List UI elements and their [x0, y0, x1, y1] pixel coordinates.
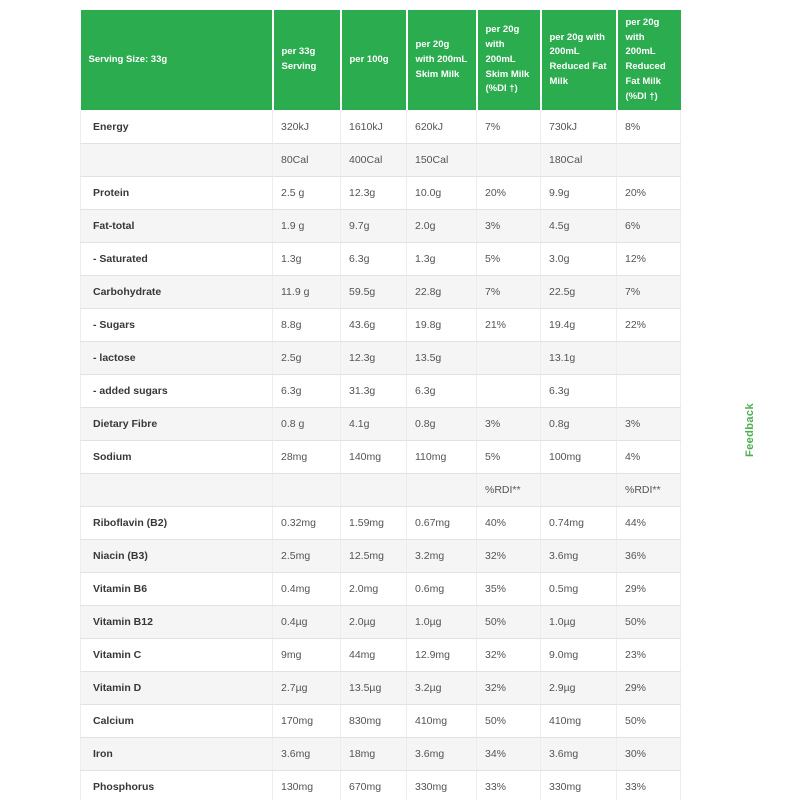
row-value: 2.5 g	[273, 176, 341, 209]
row-value: 670mg	[341, 770, 407, 800]
row-value: 730kJ	[541, 110, 617, 143]
table-row	[81, 671, 681, 704]
table-row	[81, 110, 681, 143]
row-value: 1.9 g	[273, 209, 341, 242]
row-value: 9mg	[273, 638, 341, 671]
header-per-33g: per 33g Serving	[273, 10, 341, 110]
row-value: 36%	[617, 539, 681, 572]
row-value	[617, 374, 681, 407]
row-value: 3.6mg	[273, 737, 341, 770]
row-value: 6.3g	[273, 374, 341, 407]
row-value: 6%	[617, 209, 681, 242]
table-row	[81, 143, 681, 176]
row-value: 50%	[617, 605, 681, 638]
row-value: 3.6mg	[541, 737, 617, 770]
row-value: 12.9mg	[407, 638, 477, 671]
row-value	[477, 143, 541, 176]
row-value: 7%	[477, 275, 541, 308]
row-value: 19.8g	[407, 308, 477, 341]
row-label: Carbohydrate	[81, 275, 273, 308]
row-value: 43.6g	[341, 308, 407, 341]
row-value: 5%	[477, 242, 541, 275]
row-value: 330mg	[541, 770, 617, 800]
row-value: 6.3g	[407, 374, 477, 407]
row-value: 13.1g	[541, 341, 617, 374]
table-row	[81, 737, 681, 770]
row-value: 330mg	[407, 770, 477, 800]
row-value: %RDI**	[477, 473, 541, 506]
row-value: 3.2µg	[407, 671, 477, 704]
row-value: 3%	[477, 407, 541, 440]
row-label: Dietary Fibre	[81, 407, 273, 440]
row-value: 1.0µg	[407, 605, 477, 638]
header-serving-size: Serving Size: 33g	[81, 10, 273, 110]
table-row	[81, 176, 681, 209]
table-row	[81, 539, 681, 572]
row-value: 35%	[477, 572, 541, 605]
row-value: 9.7g	[341, 209, 407, 242]
row-value: 2.5mg	[273, 539, 341, 572]
row-label: Vitamin B6	[81, 572, 273, 605]
row-value: 170mg	[273, 704, 341, 737]
row-value: 2.5g	[273, 341, 341, 374]
row-value: 12.3g	[341, 176, 407, 209]
row-value: 12.5mg	[341, 539, 407, 572]
table-row	[81, 572, 681, 605]
row-value: 0.4µg	[273, 605, 341, 638]
row-value: 410mg	[407, 704, 477, 737]
row-value: 10.0g	[407, 176, 477, 209]
row-value: 50%	[477, 605, 541, 638]
row-value: 13.5g	[407, 341, 477, 374]
row-value	[541, 473, 617, 506]
feedback-tab[interactable]: Feedback	[744, 403, 756, 457]
row-value: 5%	[477, 440, 541, 473]
row-value: 33%	[617, 770, 681, 800]
row-value: 7%	[477, 110, 541, 143]
table-row	[81, 605, 681, 638]
row-value	[617, 341, 681, 374]
row-value: 3.6mg	[407, 737, 477, 770]
row-value: 180Cal	[541, 143, 617, 176]
row-value: 1610kJ	[341, 110, 407, 143]
table-row	[81, 275, 681, 308]
row-value: 0.67mg	[407, 506, 477, 539]
row-value: 400Cal	[341, 143, 407, 176]
row-value: 23%	[617, 638, 681, 671]
row-value	[273, 473, 341, 506]
row-value: 11.9 g	[273, 275, 341, 308]
row-label: Vitamin B12	[81, 605, 273, 638]
row-value	[341, 473, 407, 506]
table-row	[81, 440, 681, 473]
row-label	[81, 143, 273, 176]
table-row	[81, 506, 681, 539]
row-label: Iron	[81, 737, 273, 770]
row-value: 3.2mg	[407, 539, 477, 572]
table-row	[81, 374, 681, 407]
row-label: Fat-total	[81, 209, 273, 242]
row-value: 22.8g	[407, 275, 477, 308]
row-value: 0.6mg	[407, 572, 477, 605]
row-label: Vitamin C	[81, 638, 273, 671]
row-value: 0.74mg	[541, 506, 617, 539]
row-value: 59.5g	[341, 275, 407, 308]
header-per-20g-reduced-di: per 20g with 200mL Reduced Fat Milk (%DI †)	[617, 10, 681, 110]
table-row	[81, 704, 681, 737]
row-value: 2.0g	[407, 209, 477, 242]
row-value: 6.3g	[541, 374, 617, 407]
row-value: 40%	[477, 506, 541, 539]
row-value: 4.5g	[541, 209, 617, 242]
row-value: 9.9g	[541, 176, 617, 209]
row-label: Energy	[81, 110, 273, 143]
row-value: 3%	[617, 407, 681, 440]
row-value: 1.0µg	[541, 605, 617, 638]
table-row	[81, 770, 681, 800]
table-header	[81, 10, 681, 110]
header-per-20g-skim-di: per 20g with 200mL Skim Milk (%DI †)	[477, 10, 541, 110]
row-value: 30%	[617, 737, 681, 770]
row-value: 3.6mg	[541, 539, 617, 572]
row-value: 3%	[477, 209, 541, 242]
row-value: 130mg	[273, 770, 341, 800]
row-value: 620kJ	[407, 110, 477, 143]
table-row	[81, 473, 681, 506]
row-value: 8.8g	[273, 308, 341, 341]
row-value: 7%	[617, 275, 681, 308]
row-value: 6.3g	[341, 242, 407, 275]
row-value: 2.9µg	[541, 671, 617, 704]
row-value: 22.5g	[541, 275, 617, 308]
row-value: 110mg	[407, 440, 477, 473]
row-value: 2.0mg	[341, 572, 407, 605]
row-value: 100mg	[541, 440, 617, 473]
table-row	[81, 407, 681, 440]
row-label: Vitamin D	[81, 671, 273, 704]
row-value: 12.3g	[341, 341, 407, 374]
row-value: 3.0g	[541, 242, 617, 275]
row-value: 0.8g	[541, 407, 617, 440]
row-value: 410mg	[541, 704, 617, 737]
row-value: 2.7µg	[273, 671, 341, 704]
row-value: 150Cal	[407, 143, 477, 176]
row-value: 1.3g	[407, 242, 477, 275]
table-row	[81, 638, 681, 671]
row-value: 8%	[617, 110, 681, 143]
row-value: 4.1g	[341, 407, 407, 440]
row-label: - Sugars	[81, 308, 273, 341]
row-value: 80Cal	[273, 143, 341, 176]
row-value: 28mg	[273, 440, 341, 473]
row-value: 32%	[477, 671, 541, 704]
row-value: 20%	[617, 176, 681, 209]
row-value: 0.8 g	[273, 407, 341, 440]
row-value: 12%	[617, 242, 681, 275]
row-value: 44mg	[341, 638, 407, 671]
row-label: - added sugars	[81, 374, 273, 407]
row-value: 34%	[477, 737, 541, 770]
row-value: 31.3g	[341, 374, 407, 407]
row-value: 13.5µg	[341, 671, 407, 704]
row-value: 0.4mg	[273, 572, 341, 605]
row-value: 29%	[617, 671, 681, 704]
row-label: Phosphorus	[81, 770, 273, 800]
row-value	[477, 374, 541, 407]
row-label: Riboflavin (B2)	[81, 506, 273, 539]
row-label: Protein	[81, 176, 273, 209]
header-per-20g-skim: per 20g with 200mL Skim Milk	[407, 10, 477, 110]
row-value: 320kJ	[273, 110, 341, 143]
row-value: 21%	[477, 308, 541, 341]
table-row	[81, 308, 681, 341]
row-label: Niacin (B3)	[81, 539, 273, 572]
row-value: 22%	[617, 308, 681, 341]
row-label: Calcium	[81, 704, 273, 737]
row-value: 2.0µg	[341, 605, 407, 638]
header-per-20g-reduced: per 20g with 200mL Reduced Fat Milk	[541, 10, 617, 110]
row-value: 33%	[477, 770, 541, 800]
table-body	[81, 110, 681, 800]
row-label	[81, 473, 273, 506]
row-value: 32%	[477, 539, 541, 572]
row-label: Sodium	[81, 440, 273, 473]
row-label: - lactose	[81, 341, 273, 374]
nutrition-table-container	[80, 10, 680, 800]
row-value: 1.3g	[273, 242, 341, 275]
row-value: 29%	[617, 572, 681, 605]
header-per-100g: per 100g	[341, 10, 407, 110]
row-value: 0.32mg	[273, 506, 341, 539]
row-value: 50%	[477, 704, 541, 737]
row-value	[407, 473, 477, 506]
table-row	[81, 209, 681, 242]
nutrition-table	[80, 10, 681, 800]
row-value: 18mg	[341, 737, 407, 770]
row-value: 0.5mg	[541, 572, 617, 605]
row-value: 32%	[477, 638, 541, 671]
row-label: - Saturated	[81, 242, 273, 275]
row-value: 140mg	[341, 440, 407, 473]
row-value: %RDI**	[617, 473, 681, 506]
row-value: 4%	[617, 440, 681, 473]
row-value: 830mg	[341, 704, 407, 737]
row-value: 9.0mg	[541, 638, 617, 671]
row-value	[477, 341, 541, 374]
table-row	[81, 341, 681, 374]
row-value: 0.8g	[407, 407, 477, 440]
row-value: 50%	[617, 704, 681, 737]
row-value: 19.4g	[541, 308, 617, 341]
table-row	[81, 242, 681, 275]
row-value	[617, 143, 681, 176]
row-value: 44%	[617, 506, 681, 539]
row-value: 1.59mg	[341, 506, 407, 539]
row-value: 20%	[477, 176, 541, 209]
